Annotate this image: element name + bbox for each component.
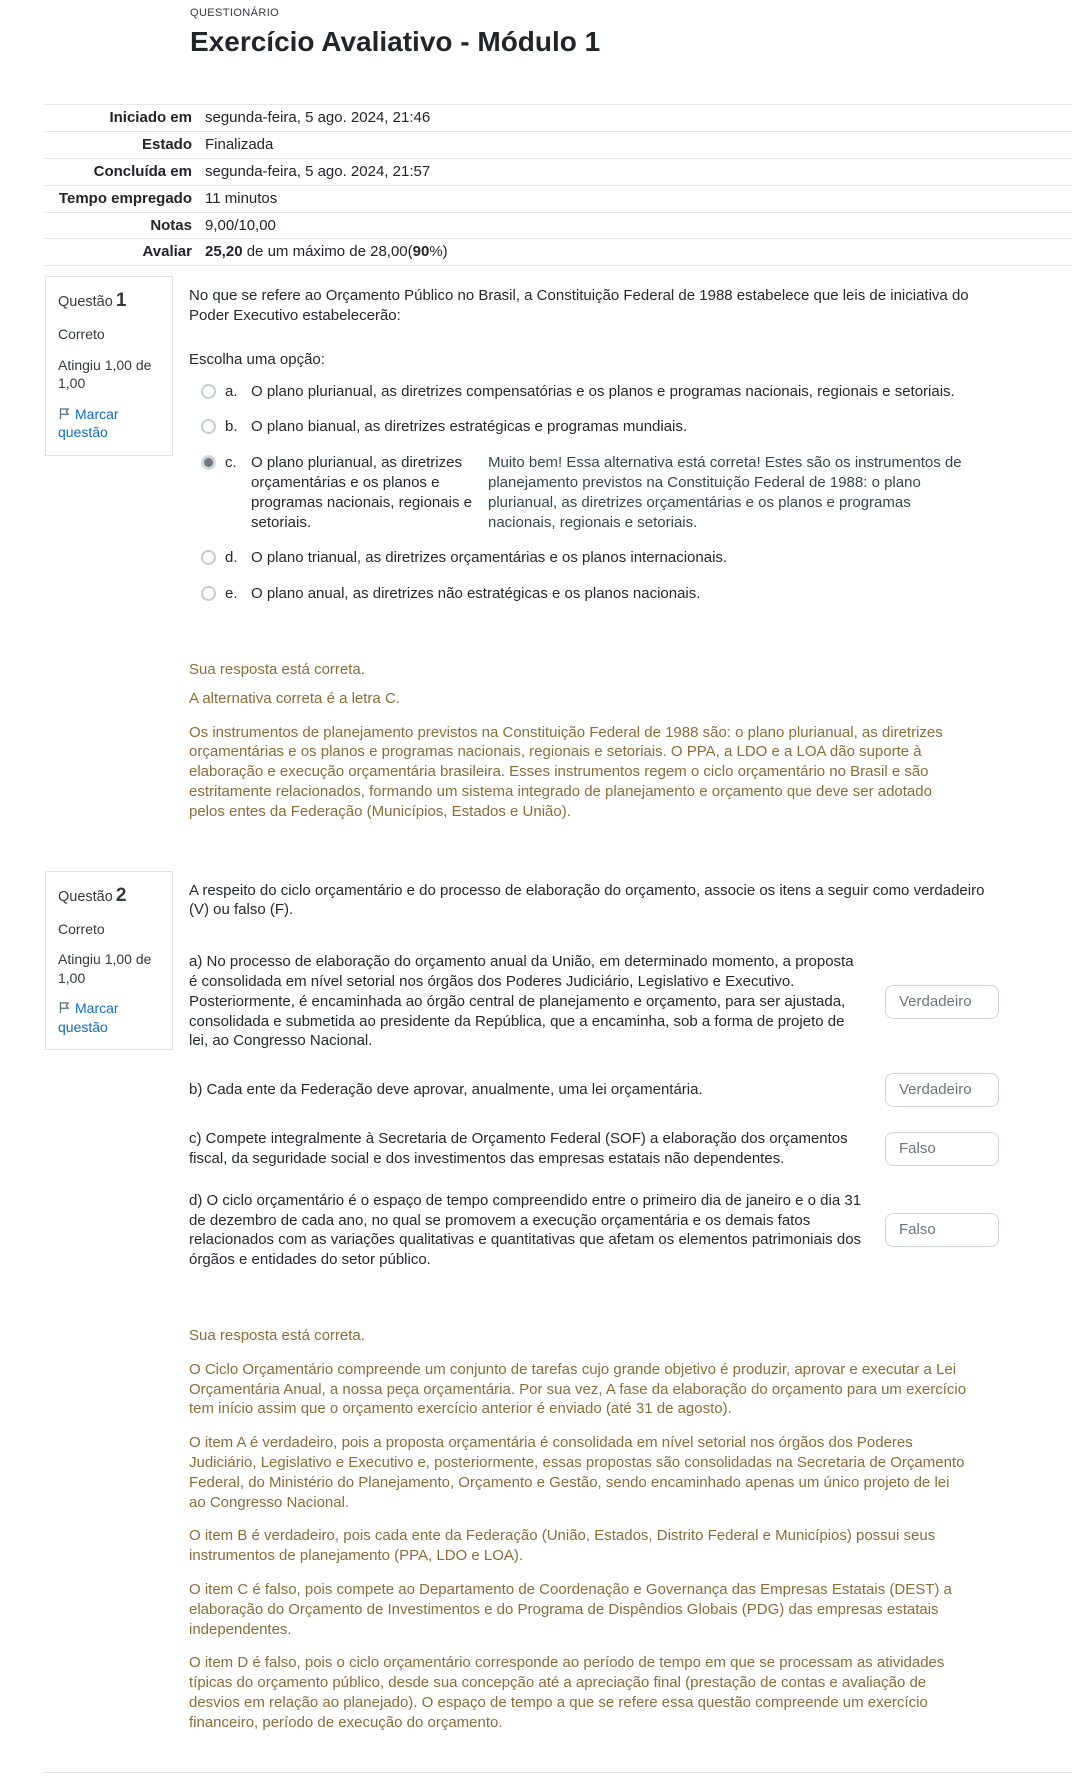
summary-value: segunda-feira, 5 ago. 2024, 21:46 <box>205 109 431 127</box>
feedback-paragraph: O item A é verdadeiro, pois a proposta orçamentária é consolidada em nível setorial nos órgãos dos Poderes Judiciário, Legislativo e Executivo e, posteriormente, essas propostas são consolidadas na Secretaria de Orçamento Federal, do Ministério do Planejamento, Orçamento e Gestão, sendo encaminhado apenas um único projeto de lei ao Congresso Nacional. <box>189 1434 965 1511</box>
option-letter: e. <box>225 585 238 603</box>
option-c-selected <box>189 453 1051 532</box>
item-d <box>189 1191 999 1270</box>
question-2 <box>0 871 1072 1742</box>
item-text: c) Compete integralmente à Secretaria de Orçamento Federal (SOF) a elaboração dos orçamentos fiscal, da seguridade social e dos investimentos das empresas estatais não dependentes. <box>189 1130 848 1167</box>
question-2-feedback <box>189 1326 967 1733</box>
summary-row-grade <box>45 238 1072 265</box>
item-a <box>189 952 999 1051</box>
grade-percent: 90 <box>412 243 430 261</box>
option-text: O plano bianual, as diretrizes estratégicas e programas mundiais. <box>251 418 688 436</box>
quiz-kicker: QUESTIONÁRIO <box>190 7 280 19</box>
option-specific-feedback: Muito bem! Essa alternativa está correta! Estes são os instrumentos de planejamento previstos na Constituição Federal de 1988: o plano plurianual, as diretrizes orçamentárias e os planos e programas nacionais, regionais e setoriais. <box>488 454 962 531</box>
question-1-feedback <box>189 660 967 822</box>
option-c-radio-selected[interactable] <box>201 455 216 470</box>
question-text: No que se refere ao Orçamento Público no Brasil, a Constituição Federal de 1988 estabelece que leis de iniciativa do Poder Executivo estabelecerão: <box>189 287 969 325</box>
question-number <box>58 883 160 908</box>
question-number-value: 2 <box>115 884 127 906</box>
feedback-paragraph: Os instrumentos de planejamento previstos na Constituição Federal de 1988 são: o plano plurianual, as diretrizes orçamentárias e os planos e programas nacionais, regionais e setoriais. O PPA, a LDO e a LOA dão suporte à elaboração e execução orçamentária brasileira. Esses instrumentos regem o ciclo orçamentário no Brasil e são estritamente relacionados, formando um sistema integrado de planejamento e orçamento que deve ser adotado pelos entes da Federação (Municípios, Estados e União). <box>189 723 943 820</box>
flag-question-link[interactable] <box>58 405 160 442</box>
summary-label: Estado <box>141 136 192 154</box>
question-grade: Atingiu 1,00 de 1,00 <box>58 356 152 392</box>
grade-suffix: %) <box>429 243 448 261</box>
option-text: O plano plurianual, as diretrizes compensatórias e os planos e programas nacionais, regionais e setoriais. <box>251 382 955 400</box>
flag-icon <box>58 406 75 422</box>
item-text: b) Cada ente da Federação deve aprovar, anualmente, uma lei orçamentária. <box>189 1081 703 1099</box>
flag-icon <box>58 1000 75 1016</box>
truefalse-items <box>189 952 1051 1270</box>
summary-label: Concluída em <box>93 163 192 181</box>
question-1-info-box <box>45 276 173 455</box>
page-header <box>0 6 1072 60</box>
summary-label: Iniciado em <box>109 109 192 127</box>
option-letter: b. <box>225 418 238 436</box>
item-d-truefalse-select[interactable]: Falso <box>885 1213 999 1247</box>
feedback-paragraph: O item D é falso, pois o ciclo orçamentário corresponde ao período de tempo em que se processam as atividades típicas do orçamento público, desde sua concepção até a apreciação final (prestação de contas e avaliação de desvios em relação ao planejado). O espaço de tempo a que se refere essa questão compreende um exercício financeiro, período de execução do orçamento. <box>189 1654 945 1731</box>
summary-value: 11 minutos <box>205 189 278 207</box>
summary-row-marks <box>45 212 1072 239</box>
summary-row-completed <box>45 158 1072 185</box>
summary-label: Notas <box>150 216 192 234</box>
flag-question-link[interactable] <box>58 999 160 1036</box>
option-letter: c. <box>225 454 237 472</box>
feedback-paragraph: O Ciclo Orçamentário compreende um conjunto de tarefas cujo grande objetivo é produzir, aprovar e executar a Lei Orçamentária Anual, a nossa peça orçamentária. Por sua vez, A fase da elaboração do orçamento para um exercício tem início assim que o orçamento exercício anterior é enviado (até 31 de agosto). <box>189 1360 967 1418</box>
summary-value: Finalizada <box>205 136 274 154</box>
item-c <box>189 1129 999 1169</box>
option-a-radio[interactable] <box>201 384 216 399</box>
option-d-radio[interactable] <box>201 550 216 565</box>
question-2-content <box>189 871 1051 1742</box>
question-number <box>58 288 160 313</box>
grade-value: 25,20 <box>205 243 243 261</box>
feedback-correct-line: Sua resposta está correta. <box>189 661 365 679</box>
question-1-content <box>189 276 1051 830</box>
page-title: Exercício Avaliativo - Módulo 1 <box>190 25 601 57</box>
option-e-radio[interactable] <box>201 586 216 601</box>
item-text: d) O ciclo orçamentário é o espaço de tempo compreendido entre o primeiro dia de janeiro e o dia 31 de dezembro de cada ano, no qual se promovem a execução orçamentária e os demais fatos relacionados com as variações qualitativas e quantitativas que afetam os elementos patrimoniais dos órgãos e entidades do setor público. <box>189 1191 862 1269</box>
item-a-truefalse-select[interactable]: Verdadeiro <box>885 985 999 1019</box>
summary-label: Tempo empregado <box>58 189 192 207</box>
question-text: A respeito do ciclo orçamentário e do processo de elaboração do orçamento, associe os itens a seguir como verdadeiro (V) ou falso (F). <box>189 881 985 919</box>
option-e <box>189 584 1051 604</box>
feedback-paragraph: O item C é falso, pois compete ao Departamento de Coordenação e Governança das Empresas Estatais (DEST) a elaboração do Orçamento de Investimentos e do Programa de Dispêndios Globais (PDG) das empresas estatais independentes. <box>189 1580 952 1638</box>
question-number-label: Questão <box>58 888 113 905</box>
item-text: a) No processo de elaboração do orçamento anual da União, em determinado momento, a proposta é consolidada em nível setorial nos órgãos dos Poderes Judiciário, Legislativo e Executivo. Posteriormente, é encaminhada ao órgão central de planejamento e orçamento, para ser ajustada, consolidada e submetida ao presidente da República, que a encaminha, sob a forma de projeto de lei, ao Congresso Nacional. <box>189 953 854 1050</box>
summary-row-started <box>45 104 1072 131</box>
flag-question-label: Marcar questão <box>58 405 119 441</box>
summary-value <box>205 242 1072 262</box>
feedback-right-answer-line: A alternativa correta é a letra C. <box>189 689 400 707</box>
answer-prompt: Escolha uma opção: <box>189 350 325 368</box>
flag-question-label: Marcar questão <box>58 1000 119 1035</box>
item-b <box>189 1073 999 1107</box>
summary-row-time-taken <box>45 185 1072 212</box>
options-list <box>189 382 1051 604</box>
question-1 <box>0 276 1072 830</box>
attempt-summary-table <box>45 104 1072 266</box>
option-text: O plano anual, as diretrizes não estratégicas e os planos nacionais. <box>251 585 701 603</box>
option-d <box>189 548 1051 568</box>
option-text: O plano trianual, as diretrizes orçamentárias e os planos internacionais. <box>251 549 728 567</box>
option-b <box>189 417 1051 437</box>
question-grade: Atingiu 1,00 de 1,00 <box>58 951 152 986</box>
item-b-truefalse-select[interactable]: Verdadeiro <box>885 1073 999 1107</box>
grade-middle-text: de um máximo de 28,00( <box>242 243 413 261</box>
option-a <box>189 382 1051 402</box>
option-b-radio[interactable] <box>201 419 216 434</box>
bottom-divider <box>45 1772 1072 1778</box>
question-number-value: 1 <box>115 290 127 312</box>
option-text: O plano plurianual, as diretrizes orçamentárias e os planos e programas nacionais, regionais e setoriais. <box>251 454 472 531</box>
feedback-paragraph: O item B é verdadeiro, pois cada ente da Federação (União, Estados, Distrito Federal e Municípios) possui seus instrumentos de planejamento (PPA, LDO e LOA). <box>189 1527 936 1565</box>
option-letter: a. <box>225 382 238 400</box>
summary-row-state <box>45 131 1072 158</box>
summary-value: segunda-feira, 5 ago. 2024, 21:57 <box>205 163 431 181</box>
question-2-info-box <box>45 871 173 1050</box>
question-state: Correto <box>58 326 105 343</box>
option-letter: d. <box>225 549 238 567</box>
summary-value: 9,00/10,00 <box>205 216 276 234</box>
question-number-label: Questão <box>58 294 113 311</box>
item-c-truefalse-select[interactable]: Falso <box>885 1132 999 1166</box>
summary-label: Avaliar <box>142 243 192 261</box>
feedback-correct-line: Sua resposta está correta. <box>189 1326 365 1344</box>
question-state: Correto <box>58 920 105 937</box>
